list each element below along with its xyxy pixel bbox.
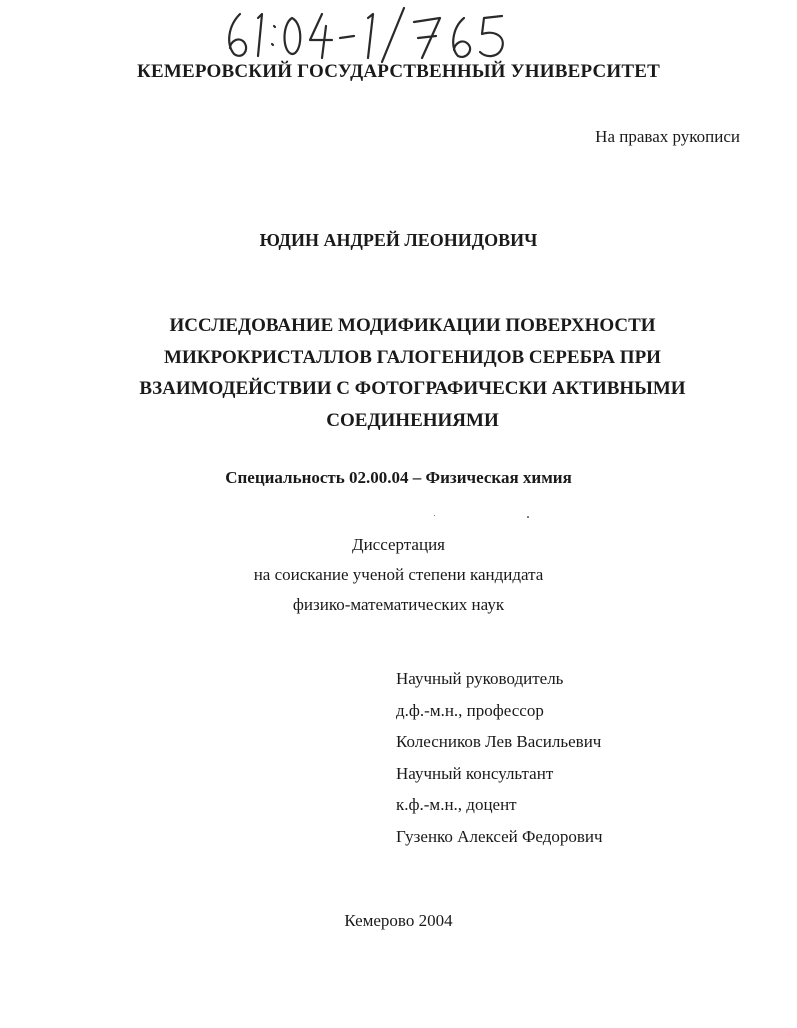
rights-note: На правах рукописи — [595, 127, 740, 146]
title-line: ИССЛЕДОВАНИЕ МОДИФИКАЦИИ ПОВЕРХНОСТИ — [169, 315, 656, 336]
dissertation-title — [60, 310, 765, 436]
advisor-line: к.ф.-м.н., доцент — [396, 795, 517, 814]
thesis-line: на соискание ученой степени кандидата — [253, 565, 544, 584]
title-line: МИКРОКРИСТАЛЛОВ ГАЛОГЕНИДОВ СЕРЕБРА ПРИ — [164, 346, 661, 368]
scan-speck — [434, 515, 435, 516]
thesis-description — [0, 530, 797, 620]
thesis-line: физико-математических наук — [292, 595, 505, 614]
specialty: Специальность 02.00.04 – Физическая химия — [225, 468, 572, 487]
advisor-line: Научный руководитель — [396, 669, 564, 688]
advisor-line: Гузенко Алексей Федорович — [396, 826, 603, 846]
title-line: СОЕДИНЕНИЯМИ — [326, 409, 499, 431]
university-name: КЕМЕРОВСКИЙ ГОСУДАРСТВЕННЫЙ УНИВЕРСИТЕТ — [136, 61, 661, 82]
handwritten-archive-code — [218, 4, 538, 64]
advisor-line: д.ф.-м.н., профессор — [396, 700, 544, 720]
advisor-line: Колесников Лев Васильевич — [396, 732, 602, 751]
advisor-line: Научный консультант — [396, 763, 554, 783]
advisors-block — [396, 663, 603, 852]
handwritten-code-drawing — [218, 4, 538, 64]
city-year: Кемерово 2004 — [344, 911, 453, 930]
author-name: ЮДИН АНДРЕЙ ЛЕОНИДОВИЧ — [259, 230, 538, 250]
scan-speck — [527, 516, 529, 518]
thesis-line: Диссертация — [351, 535, 445, 554]
title-line: ВЗАИМОДЕЙСТВИИ С ФОТОГРАФИЧЕСКИ АКТИВНЫМИ — [139, 378, 686, 399]
